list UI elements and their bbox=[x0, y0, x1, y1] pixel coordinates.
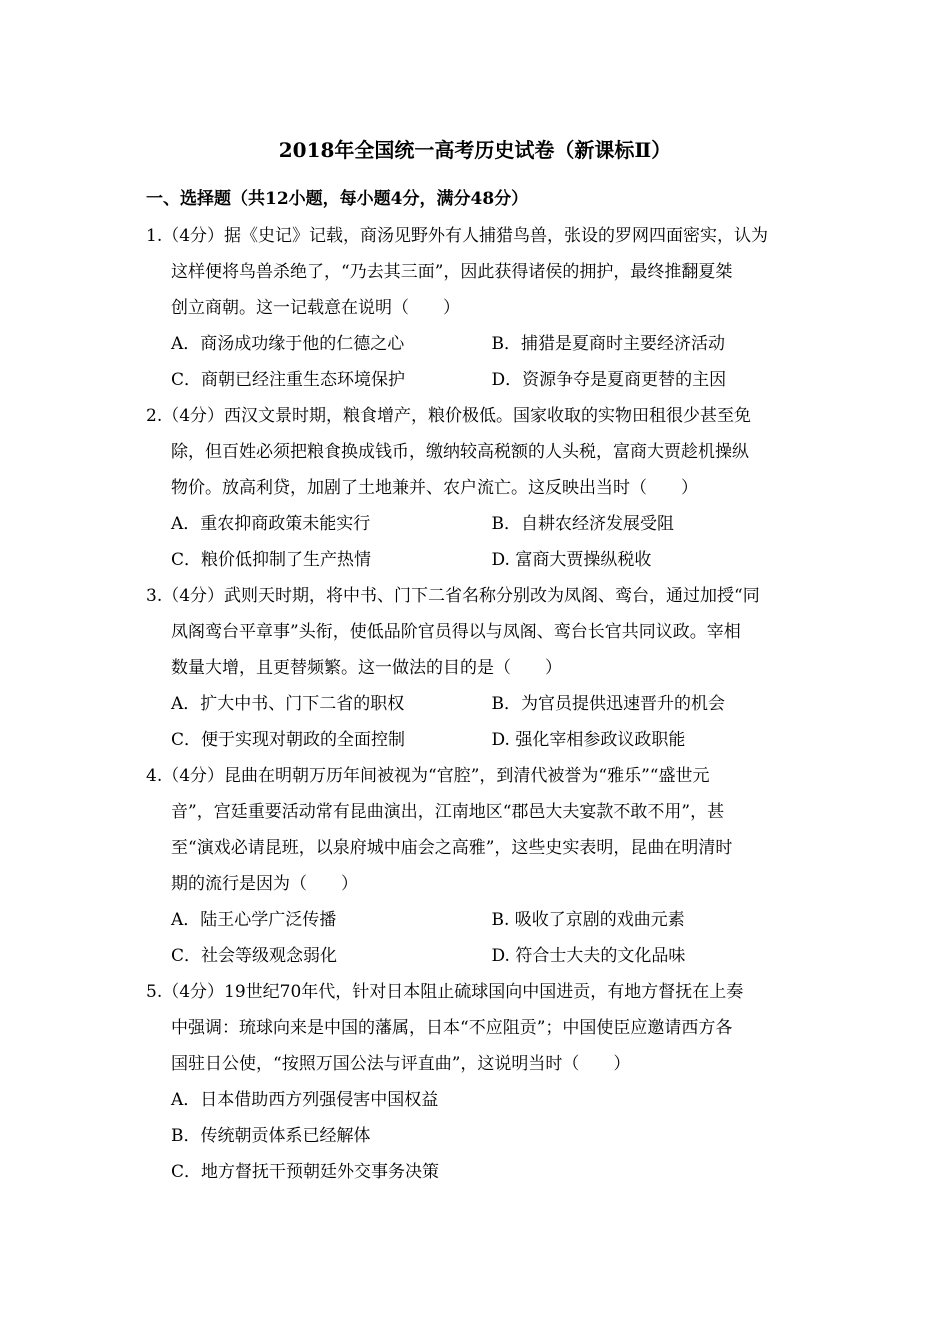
question-text-line: 5.（4分）19世纪70年代，针对日本阻止硫球国向中国进贡，有地方督抚在上奏 bbox=[146, 982, 744, 1002]
options-row bbox=[146, 942, 812, 978]
question-text-line: 3.（4分）武则天时期，将中书、门下二省名称分别改为凤阁、鸾台，通过加授“同 bbox=[146, 586, 760, 606]
question-text-line: 至“演戏必请昆班，以泉府城中庙会之高雅”，这些史实表明，昆曲在明清时 bbox=[171, 838, 733, 858]
question-list bbox=[146, 222, 812, 1194]
question-2 bbox=[146, 402, 812, 582]
options-row bbox=[146, 366, 812, 402]
question-4 bbox=[146, 762, 812, 978]
question-text-line: 创立商朝。这一记载意在说明（ ） bbox=[171, 298, 460, 318]
option-d: D. 强化宰相参政议政职能 bbox=[491, 730, 686, 750]
option-a: A．商汤成功缘于他的仁德之心 bbox=[171, 334, 405, 354]
question-text-line: 中强调：琉球向来是中国的藩属，日本“不应阻贡”；中国使臣应邀请西方各 bbox=[171, 1018, 733, 1038]
option-b: B．捕猎是夏商时主要经济活动 bbox=[491, 334, 725, 354]
question-text-line: 物价。放高利贷，加剧了土地兼并、农户流亡。这反映出当时（ ） bbox=[171, 478, 698, 498]
option-a: A．扩大中书、门下二省的职权 bbox=[171, 694, 405, 714]
option-b: B．为官员提供迅速晋升的机会 bbox=[491, 694, 725, 714]
option-a: A．陆王心学广泛传播 bbox=[171, 910, 337, 930]
question-text-line: 除，但百姓必须把粮食换成钱币，缴纳较高税额的人头税，富商大贾趁机操纵 bbox=[171, 442, 749, 462]
options-row bbox=[146, 906, 812, 942]
options-row bbox=[146, 330, 812, 366]
option-c: C．粮价低抑制了生产热情 bbox=[171, 550, 372, 570]
options-row bbox=[146, 690, 812, 726]
option-b: B．传统朝贡体系已经解体 bbox=[171, 1126, 371, 1146]
option-c: C．便于实现对朝政的全面控制 bbox=[171, 730, 406, 750]
option-a: A．重农抑商政策未能实行 bbox=[171, 514, 371, 534]
option-b: B. 吸收了京剧的戏曲元素 bbox=[491, 910, 685, 930]
page-title: 2018年全国统一高考历史试卷（新课标Ⅱ） bbox=[278, 138, 672, 162]
question-text-line: 2.（4分）西汉文景时期，粮食增产，粮价极低。国家收取的实物田租很少甚至免 bbox=[146, 406, 752, 426]
question-5 bbox=[146, 978, 812, 1194]
option-d: D. 符合士大夫的文化品味 bbox=[491, 946, 686, 966]
option-d: D．资源争夺是夏商更替的主因 bbox=[491, 370, 727, 390]
option-c: C．地方督抚干预朝廷外交事务决策 bbox=[171, 1162, 440, 1182]
option-d: D. 富商大贾操纵税收 bbox=[491, 550, 652, 570]
question-3 bbox=[146, 582, 812, 762]
question-text-line: 1.（4分）据《史记》记载，商汤见野外有人捕猎鸟兽，张设的罗网四面密实，认为 bbox=[146, 226, 769, 246]
question-text-line: 国驻日公使，“按照万国公法与评直曲”，这说明当时（ ） bbox=[171, 1054, 631, 1074]
question-text-line: 4.（4分）昆曲在明朝万历年间被视为“官腔”，到清代被誉为“雅乐”“盛世元 bbox=[146, 766, 710, 786]
question-text-line: 凤阁鸾台平章事”头衔，使低品阶官员得以与凤阁、鸾台长官共同议政。宰相 bbox=[171, 622, 741, 642]
option-c: C．社会等级观念弱化 bbox=[171, 946, 338, 966]
options-row bbox=[146, 726, 812, 762]
option-a: A．日本借助西方列强侵害中国权益 bbox=[171, 1090, 439, 1110]
options-row bbox=[146, 510, 812, 546]
question-1 bbox=[146, 222, 812, 402]
section-heading: 一、选择题（共12小题，每小题4分，满分48分） bbox=[146, 189, 529, 209]
option-b: B．自耕农经济发展受阻 bbox=[491, 514, 674, 534]
option-c: C．商朝已经注重生态环境保护 bbox=[171, 370, 406, 390]
options-row bbox=[146, 546, 812, 582]
question-text-line: 数量大增，且更替频繁。这一做法的目的是（ ） bbox=[171, 658, 562, 678]
question-text-line: 音”，宫廷重要活动常有昆曲演出，江南地区“郡邑大夫宴款不敢不用”，甚 bbox=[171, 802, 725, 822]
question-text-line: 期的流行是因为（ ） bbox=[171, 874, 358, 894]
question-text-line: 这样便将鸟兽杀绝了，“乃去其三面”，因此获得诸侯的拥护，最终推翻夏桀 bbox=[171, 262, 733, 282]
